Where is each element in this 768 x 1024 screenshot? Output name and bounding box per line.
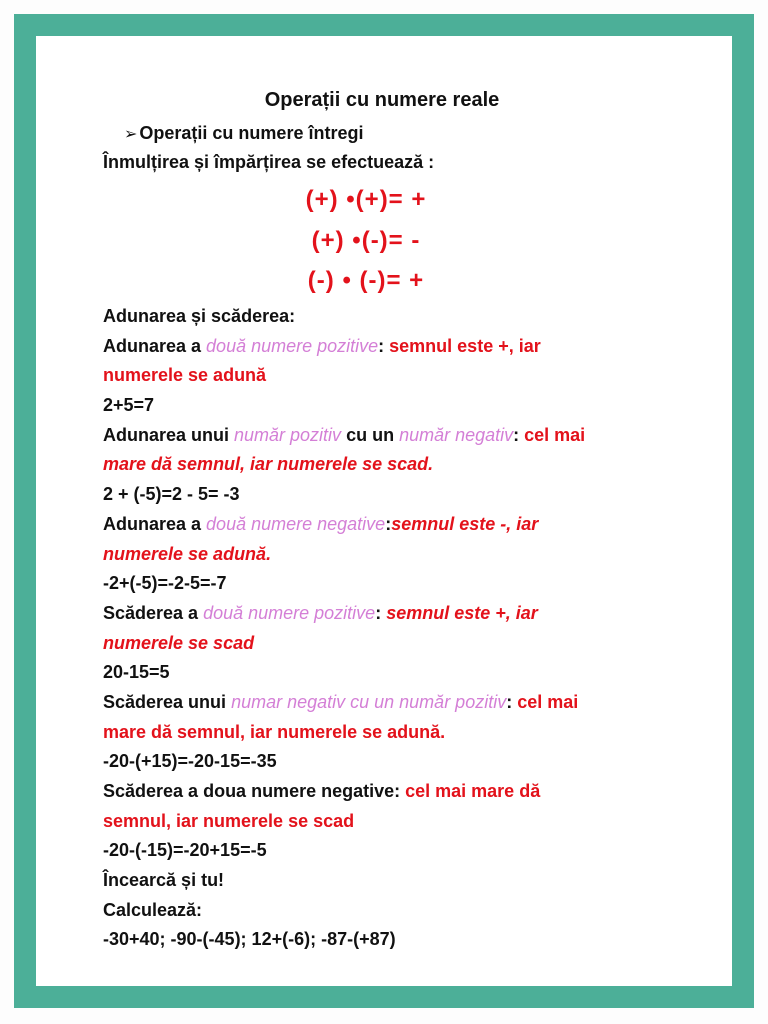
rule-result-continued: numerele se scad — [103, 632, 255, 653]
rule-example: -20-(+15)=-20-15=-35 — [103, 751, 277, 772]
rule-colon: : — [375, 602, 387, 623]
rule-result-continued: semnul, iar numerele se scad — [103, 810, 355, 831]
rule-highlight: număr pozitiv — [234, 424, 342, 445]
rule-lead: Scăderea a doua numere negative: — [103, 781, 406, 801]
rule-statement — [103, 421, 723, 451]
practice-prompt: Încearcă și tu! — [103, 870, 225, 891]
rule-lead: Adunarea a — [103, 513, 207, 534]
rule-statement — [103, 688, 723, 718]
rule-lead: Adunarea a — [103, 335, 207, 356]
sign-rule: (-) • (-)= + — [307, 267, 425, 294]
rule-colon: : — [378, 335, 390, 356]
rule-example: -2+(-5)=-2-5=-7 — [103, 573, 227, 594]
rule-result-continued: numerele se adună — [103, 365, 267, 386]
rule-example: 2 + (-5)=2 - 5= -3 — [103, 484, 240, 505]
rule-result: semnul este +, iar — [386, 602, 538, 623]
practice-exercises: -30+40; -90-(-45); 12+(-6); -87-(+87) — [103, 929, 396, 950]
arrow-bullet-icon: ➢ — [124, 124, 138, 143]
rule-highlight: două numere pozitive — [203, 602, 376, 623]
rule-example: 20-15=5 — [103, 662, 170, 683]
rule-statement — [103, 332, 723, 362]
rule-example: 2+5=7 — [103, 395, 155, 416]
rule-result: cel mai mare dă — [405, 781, 541, 801]
rule-result: semnul este -, iar — [391, 513, 539, 534]
rule-result-continued: mare dă semnul, iar numerele se scad. — [103, 454, 434, 475]
rule-highlight: două numere pozitive — [206, 335, 379, 356]
intro-text: Înmulțirea și împărțirea se efectuează : — [103, 152, 435, 172]
rule-statement — [103, 599, 723, 629]
rule-highlight: două numere negative — [206, 513, 386, 534]
rule-result: cel mai — [517, 691, 579, 712]
sign-rules — [246, 180, 486, 302]
rule-statement — [103, 510, 723, 540]
section-heading: Adunarea și scăderea: — [103, 306, 296, 326]
sign-rule: (+) •(-)= - — [311, 226, 421, 254]
page-title: Operații cu numere reale — [264, 89, 500, 111]
rule-result: cel mai — [524, 424, 586, 445]
rule-colon: : — [506, 691, 518, 712]
rule-colon: : — [385, 513, 392, 534]
rule-result-continued: mare dă semnul, iar numerele se adună. — [103, 721, 446, 742]
sign-rule: (+) •(+)= + — [305, 186, 427, 213]
subtitle — [124, 119, 363, 148]
rule-result-continued: numerele se adună. — [103, 543, 272, 564]
rule-lead: Scăderea a — [103, 602, 204, 623]
rule-lead: Adunarea unui — [103, 424, 235, 445]
rules-body — [103, 302, 723, 955]
rule-lead: Scăderea unui — [103, 691, 232, 712]
rule-colon: : — [513, 424, 525, 445]
rule-result: semnul este +, iar — [389, 335, 541, 356]
rule-connector: cu un — [341, 424, 400, 445]
rule-highlight: număr negativ — [399, 424, 514, 445]
rule-statement — [103, 777, 723, 807]
rule-example: -20-(-15)=-20+15=-5 — [103, 840, 267, 861]
rule-highlight: numar negativ cu un număr pozitiv — [231, 691, 507, 712]
practice-instruction: Calculează: — [103, 899, 203, 920]
subtitle-text: Operații cu numere întregi — [139, 123, 364, 143]
